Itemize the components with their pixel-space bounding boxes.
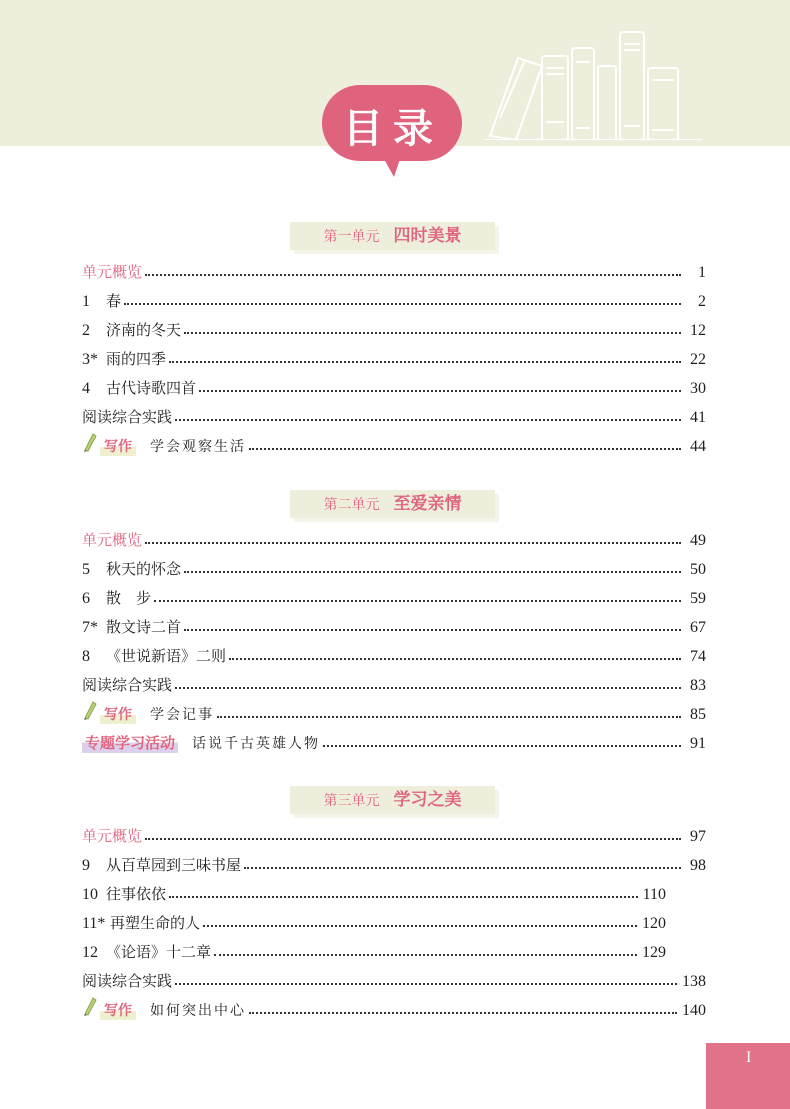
- dot-leader: [184, 571, 681, 573]
- toc-entry[interactable]: [82, 285, 706, 311]
- writing-label: 写作: [100, 1000, 136, 1020]
- entry-title: 话说千古英雄人物: [192, 736, 321, 752]
- entry-title: 单元概览: [82, 531, 143, 549]
- page-ref: 50: [690, 561, 706, 578]
- pen-icon: [82, 432, 98, 456]
- unit-name: 四时美景: [393, 226, 462, 246]
- dot-leader: [145, 274, 681, 276]
- page-ref: 97: [690, 828, 706, 845]
- entry-title: 《世说新语》二则: [106, 647, 227, 665]
- lesson-number: 12: [82, 944, 98, 961]
- toc-entry[interactable]: [82, 640, 706, 666]
- entry-title: 济南的冬天: [106, 321, 182, 339]
- unit-header: [290, 786, 495, 814]
- entry-title: 学会观察生活: [150, 439, 246, 455]
- dot-leader: [214, 954, 637, 956]
- page-ref: 44: [690, 438, 706, 455]
- unit-number: 第一单元: [323, 229, 380, 245]
- page-ref: 91: [690, 735, 706, 752]
- lesson-number: 4: [82, 380, 90, 397]
- dot-leader: [169, 896, 638, 898]
- unit-name: 学习之美: [393, 790, 462, 810]
- entry-title: 往事依依: [106, 885, 167, 903]
- page-ref: 110: [642, 886, 666, 903]
- unit-name: 至爱亲情: [393, 494, 462, 514]
- toc-entry[interactable]: [82, 256, 706, 282]
- toc-entry[interactable]: [82, 524, 706, 550]
- toc-entry[interactable]: [82, 611, 706, 637]
- page-ref: 12: [690, 322, 706, 339]
- entry-title: 古代诗歌四首: [106, 379, 197, 397]
- page-ref: 83: [690, 677, 706, 694]
- entry-title: 春: [106, 292, 122, 310]
- toc-entry[interactable]: [82, 965, 706, 991]
- pen-icon: [82, 996, 98, 1020]
- lesson-number: 10: [82, 886, 98, 903]
- writing-label: 写作: [100, 436, 136, 456]
- lesson-number: 7*: [82, 619, 98, 636]
- page-ref: 59: [690, 590, 706, 607]
- dot-leader: [199, 390, 681, 392]
- page-ref: 41: [690, 409, 706, 426]
- entry-title: 从百草园到三味书屋: [106, 856, 242, 874]
- entry-title: 秋天的怀念: [106, 560, 182, 578]
- dot-leader: [175, 983, 677, 985]
- toc-entry[interactable]: [82, 820, 706, 846]
- toc-entry[interactable]: [82, 698, 706, 724]
- lesson-number: 3*: [82, 351, 98, 368]
- entry-title: 再塑生命的人: [110, 914, 201, 932]
- entry-title: 如何突出中心: [150, 1003, 246, 1019]
- page-ref: 1: [698, 264, 706, 281]
- page-number-tab: [706, 1043, 790, 1109]
- dot-leader: [217, 716, 681, 718]
- entry-title: 阅读综合实践: [82, 408, 173, 426]
- page-ref: 67: [690, 619, 706, 636]
- unit-header: [290, 490, 495, 518]
- writing-tag: [82, 432, 136, 456]
- dot-leader: [175, 419, 681, 421]
- page-ref: 120: [642, 915, 666, 932]
- toc-entry[interactable]: [82, 878, 706, 904]
- dot-leader: [145, 838, 681, 840]
- books-illustration-icon: [480, 18, 705, 140]
- entry-title: 学会记事: [150, 707, 214, 723]
- page-ref: 129: [642, 944, 666, 961]
- toc-entry[interactable]: [82, 907, 706, 933]
- writing-label: 写作: [100, 704, 136, 724]
- entry-title: 散 步: [106, 589, 152, 607]
- page-ref: 138: [682, 973, 706, 990]
- dot-leader: [184, 629, 681, 631]
- lesson-number: 2: [82, 322, 90, 339]
- activity-tag: 专题学习活动: [82, 732, 178, 753]
- entry-title: 单元概览: [82, 827, 143, 845]
- page-ref: 2: [698, 293, 706, 310]
- lesson-number: 6: [82, 590, 90, 607]
- page-ref: 49: [690, 532, 706, 549]
- toc-entry[interactable]: [82, 430, 706, 456]
- dot-leader: [175, 687, 681, 689]
- dot-leader: [145, 542, 681, 544]
- lesson-number: 1: [82, 293, 90, 310]
- dot-leader: [169, 361, 681, 363]
- unit-header: [290, 222, 495, 250]
- toc-entry[interactable]: [82, 994, 706, 1020]
- entry-title: 阅读综合实践: [82, 972, 173, 990]
- dot-leader: [229, 658, 681, 660]
- lesson-number: 5: [82, 561, 90, 578]
- lesson-number: 11*: [82, 915, 106, 932]
- unit-number: 第三单元: [323, 793, 380, 809]
- toc-entry[interactable]: [82, 849, 706, 875]
- page-ref: 98: [690, 857, 706, 874]
- dot-leader: [323, 745, 681, 747]
- page-number: I: [746, 1049, 752, 1066]
- toc-entry[interactable]: [82, 401, 706, 427]
- page-ref: 140: [682, 1002, 706, 1019]
- entry-title: 雨的四季: [106, 350, 167, 368]
- toc-entry[interactable]: [82, 936, 706, 962]
- toc-entry[interactable]: [82, 553, 706, 579]
- page-ref: 85: [690, 706, 706, 723]
- pen-icon: [82, 700, 98, 724]
- entry-title: 单元概览: [82, 263, 143, 281]
- dot-leader: [249, 1012, 677, 1014]
- entry-title: 阅读综合实践: [82, 676, 173, 694]
- page-ref: 30: [690, 380, 706, 397]
- dot-leader: [203, 925, 637, 927]
- writing-tag: [82, 700, 136, 724]
- entry-title: 散文诗二首: [106, 618, 182, 636]
- lesson-number: 9: [82, 857, 90, 874]
- toc-entry[interactable]: [82, 582, 706, 608]
- dot-leader: [184, 332, 681, 334]
- writing-tag: [82, 996, 136, 1020]
- unit-number: 第二单元: [323, 497, 380, 513]
- page-title: 目录: [343, 105, 443, 152]
- toc-entry[interactable]: [82, 314, 706, 340]
- lesson-number: 8: [82, 648, 90, 665]
- toc-entry[interactable]: [82, 343, 706, 369]
- toc-title: [318, 85, 468, 180]
- toc-entry[interactable]: [82, 372, 706, 398]
- entry-title: 《论语》十二章: [106, 943, 212, 961]
- dot-leader: [249, 448, 681, 450]
- toc-entry[interactable]: [82, 669, 706, 695]
- dot-leader: [124, 303, 681, 305]
- toc-entry[interactable]: [82, 727, 706, 753]
- dot-leader: [154, 600, 681, 602]
- dot-leader: [244, 867, 681, 869]
- page-ref: 74: [690, 648, 706, 665]
- page-ref: 22: [690, 351, 706, 368]
